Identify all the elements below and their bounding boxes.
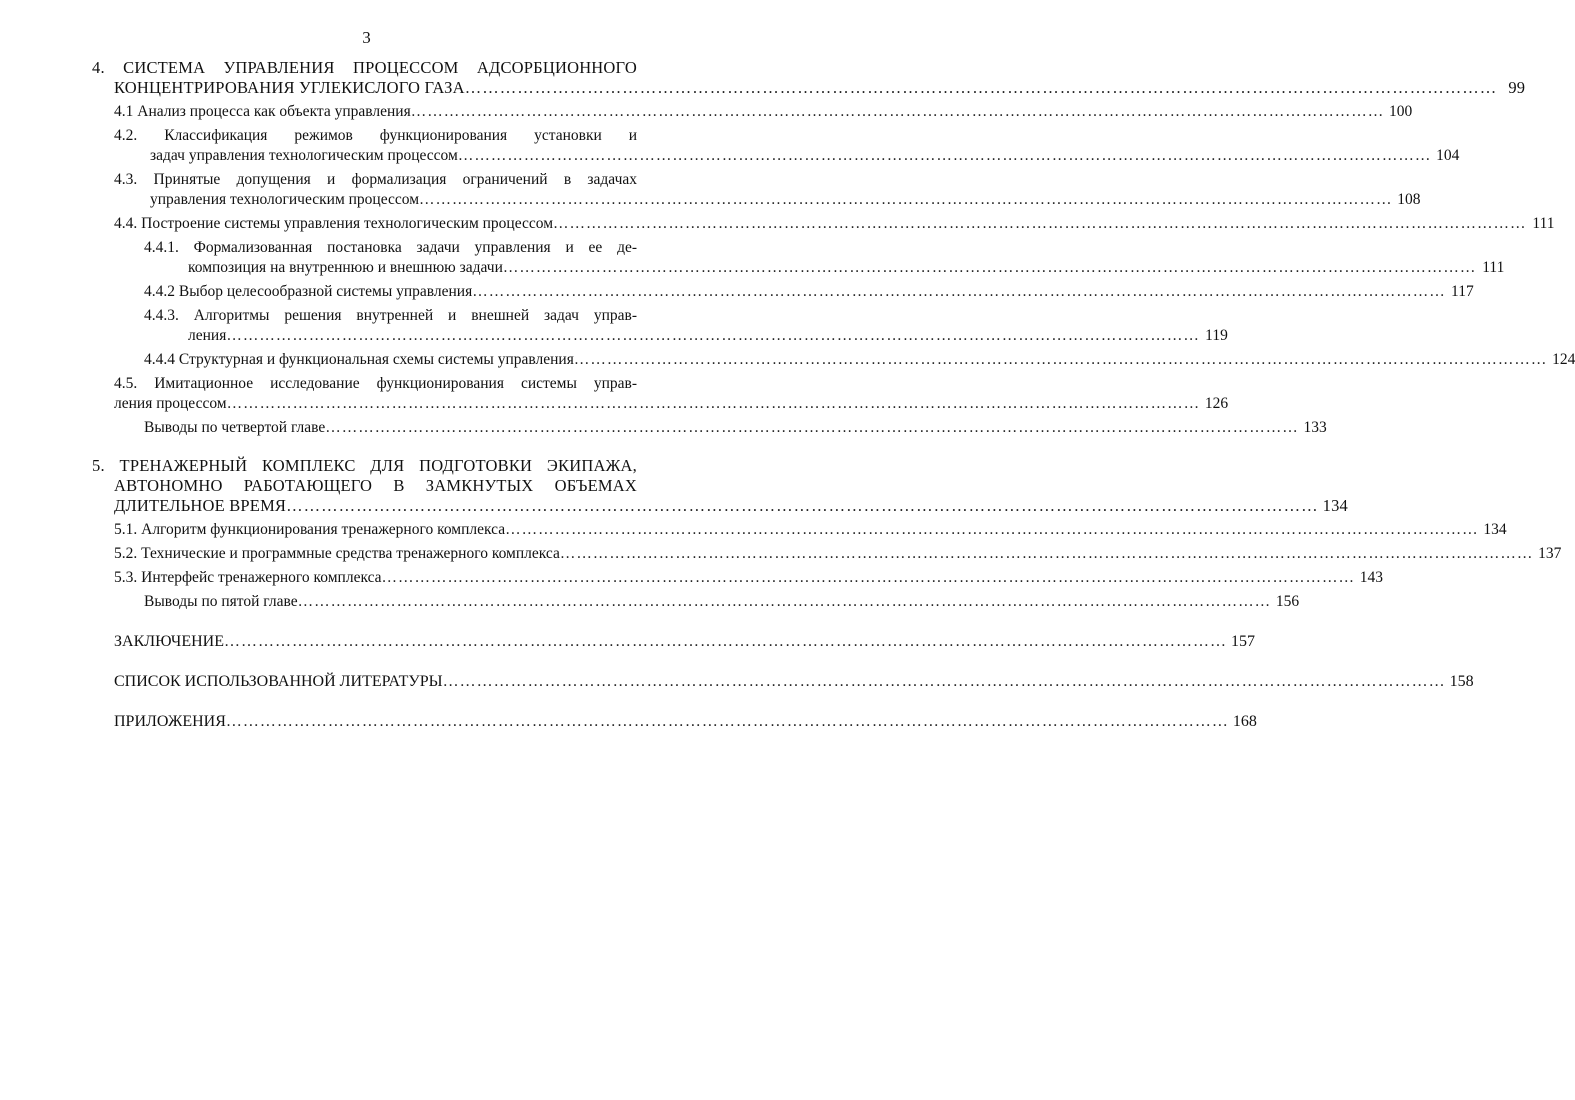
chapter-5-title-line1: 5. ТРЕНАЖЕРНЫЙ КОМПЛЕКС ДЛЯ ПОДГОТОВКИ ЭКИПАЖА,	[92, 456, 637, 475]
toc-entry-4-2	[92, 126, 1460, 166]
toc-entry-references	[92, 672, 1474, 692]
toc-entry-5-3	[92, 568, 1384, 588]
entry-title-line2: ления процессом	[114, 395, 227, 412]
chapter-4-heading	[92, 58, 1526, 98]
chapter-5-title-line3: ДЛИТЕЛЬНОЕ ВРЕМЯ	[114, 496, 287, 515]
leader-dots	[298, 592, 1272, 612]
entry-title: ПРИЛОЖЕНИЯ	[114, 713, 226, 730]
entry-title: Анализ процесса как объекта управления	[137, 103, 411, 120]
entry-title: СПИСОК ИСПОЛЬЗОВАННОЙ ЛИТЕРАТУРЫ	[114, 673, 443, 690]
toc-entry-chapter-4-conclusions	[92, 418, 1327, 438]
toc-entry-4-4-1	[92, 238, 1505, 278]
entry-page: 158	[1449, 673, 1474, 690]
entry-page: 108	[1397, 191, 1421, 208]
entry-page: 156	[1275, 593, 1300, 610]
chapter-5-heading	[92, 456, 1348, 516]
entry-number: 4.4.	[114, 215, 138, 232]
entry-title-line2: ления	[188, 327, 227, 344]
leader-dots	[226, 326, 1200, 346]
entry-page: 111	[1532, 215, 1555, 232]
entry-number: 4.1	[114, 103, 134, 120]
entry-title: Алгоритм функционирования тренажерного комплекса	[141, 521, 506, 538]
entry-title: Построение системы управления технологическим процессом	[141, 215, 554, 232]
leader-dots	[382, 568, 1356, 588]
page-number: 3	[362, 28, 371, 47]
leader-dots	[465, 78, 1498, 98]
toc-entry-4-1	[92, 102, 1413, 122]
leader-dots	[560, 544, 1534, 564]
leader-dots	[286, 496, 1319, 516]
leader-dots	[574, 350, 1548, 370]
entry-title-line1: Принятые допущения и формализация ограничений в задачах	[153, 171, 637, 188]
entry-number: 4.4.2	[144, 283, 175, 300]
toc-entry-conclusion	[92, 632, 1255, 652]
entry-page: 143	[1359, 569, 1384, 586]
leader-dots	[224, 632, 1227, 652]
entry-page: 100	[1388, 103, 1413, 120]
toc-entry-5-1	[92, 520, 1507, 540]
leader-dots	[458, 146, 1432, 166]
entry-title: Выводы по пятой главе	[144, 593, 298, 610]
entry-page: 111	[1482, 259, 1505, 276]
entry-page: 157	[1230, 633, 1255, 650]
table-of-contents	[92, 58, 1575, 736]
leader-dots	[503, 258, 1477, 278]
entry-title: Технические и программные средства тренажерного комплекса	[141, 545, 560, 562]
entry-page: 104	[1436, 147, 1460, 164]
entry-page: 168	[1232, 713, 1257, 730]
leader-dots	[505, 520, 1479, 540]
entry-page: 134	[1483, 521, 1507, 538]
toc-entry-5-2	[92, 544, 1562, 564]
entry-number: 5.2.	[114, 545, 138, 562]
entry-page: 117	[1451, 283, 1474, 300]
entry-page: 126	[1204, 395, 1229, 412]
toc-entry-4-4	[92, 214, 1555, 234]
entry-title-line1: Имитационное исследование функционирования системы управ-	[154, 375, 637, 392]
leader-dots	[419, 190, 1393, 210]
chapter-5-title-line2: АВТОНОМНО РАБОТАЮЩЕГО В ЗАМКНУТЫХ ОБЪЕМАХ	[114, 476, 637, 495]
entry-number: 5.1.	[114, 521, 138, 538]
entry-title-line2: управления технологическим процессом	[150, 191, 420, 208]
entry-title: ЗАКЛЮЧЕНИЕ	[114, 633, 224, 650]
leader-dots	[227, 394, 1201, 414]
entry-title-line1: Алгоритмы решения внутренней и внешней задач управ-	[193, 307, 638, 324]
toc-entry-appendices	[92, 712, 1257, 732]
entry-title-line1: Формализованная постановка задачи управления и ее де-	[193, 239, 637, 256]
leader-dots	[443, 672, 1446, 692]
toc-entry-4-4-3	[92, 306, 1228, 346]
toc-entry-chapter-5-conclusions	[92, 592, 1300, 612]
entry-title: Интерфейс тренажерного комплекса	[141, 569, 382, 586]
entry-number: 4.4.4	[144, 351, 175, 368]
leader-dots	[411, 102, 1385, 122]
chapter-5-page: 134	[1322, 496, 1348, 515]
toc-entry-4-4-2	[92, 282, 1474, 302]
leader-dots	[553, 214, 1527, 234]
entry-title-line1: Классификация режимов функционирования установки и	[164, 127, 637, 144]
leader-dots	[325, 418, 1299, 438]
leader-dots	[472, 282, 1446, 302]
leader-dots	[226, 712, 1229, 732]
entry-number: 4.5.	[114, 375, 138, 392]
entry-number: 5.3.	[114, 569, 138, 586]
toc-entry-4-3	[92, 170, 1421, 210]
chapter-4-title-line2: КОНЦЕНТРИРОВАНИЯ УГЛЕКИСЛОГО ГАЗА	[114, 78, 465, 97]
entry-number: 4.4.3.	[144, 307, 179, 324]
entry-number: 4.2.	[114, 127, 138, 144]
entry-number: 4.4.1.	[144, 239, 179, 256]
entry-page: 133	[1303, 419, 1327, 436]
entry-page: 119	[1205, 327, 1228, 344]
toc-entry-4-5	[92, 374, 1229, 414]
entry-title-line2: композиция на внутреннюю и внешнюю задачи	[188, 259, 503, 276]
chapter-4-page: 99	[1508, 78, 1526, 97]
entry-title-line2: задач управления технологическим процессом	[150, 147, 458, 164]
entry-title: Структурная и функциональная схемы системы управления	[178, 351, 574, 368]
toc-entry-4-4-4	[92, 350, 1575, 370]
entry-title: Выводы по четвертой главе	[144, 419, 326, 436]
entry-title: Выбор целесообразной системы управления	[178, 283, 473, 300]
chapter-4-title-line1: 4. СИСТЕМА УПРАВЛЕНИЯ ПРОЦЕССОМ АДСОРБЦИОННОГО	[92, 58, 637, 77]
entry-number: 4.3.	[114, 171, 138, 188]
entry-page: 124	[1552, 351, 1575, 368]
entry-page: 137	[1538, 545, 1562, 562]
